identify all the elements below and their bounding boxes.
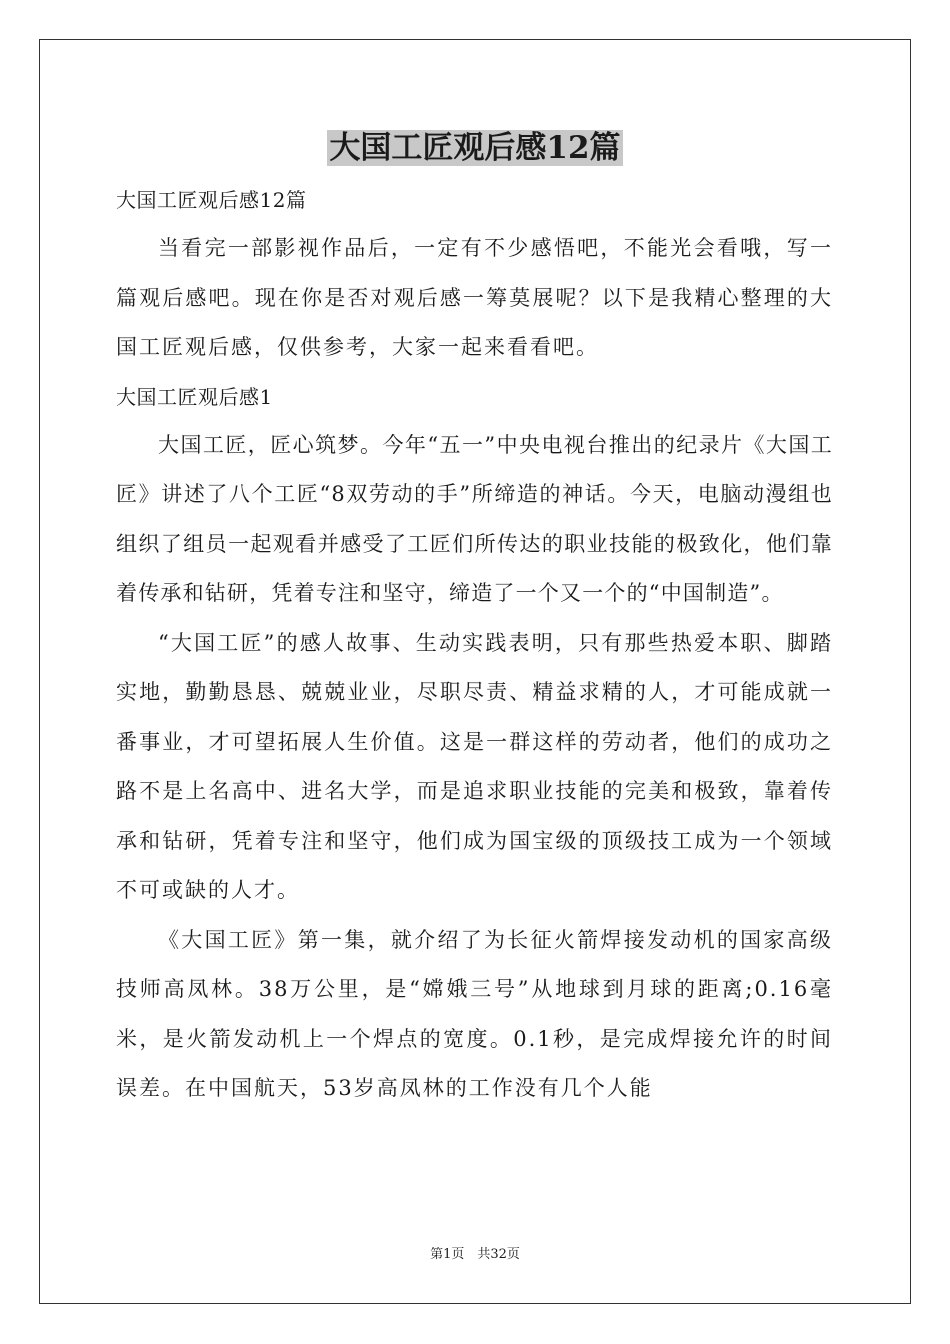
body-paragraph: “大国工匠”的感人故事、生动实践表明，只有那些热爱本职、脚踏实地，勤勤恳恳、兢兢业业，尽职尽责、精益求精的人，才可能成就一番事业，才可望拓展人生价值。这是一群这样的劳动者，他们的成功之路不是上名高中、进名大学，而是追求职业技能的完美和极致，靠着传承和钻研，凭着专注和坚守，他们成为国宝级的顶级技工成为一个领域不可或缺的人才。: [116, 630, 833, 902]
document-title-text: 大国工匠观后感12篇: [329, 130, 621, 166]
body-paragraph: 大国工匠，匠心筑梦。今年“五一”中央电视台推出的纪录片《大国工匠》讲述了八个工匠“8双劳动的手”所缔造的神话。今天，电脑动漫组也组织了组员一起观看并感受了工匠们所传达的职业技能的极致化，他们靠着传承和钻研，凭着专注和坚守，缔造了一个又一个的“中国制造”。: [116, 432, 833, 605]
document-body: [116, 176, 833, 1114]
page-number: 第1页 共32页: [430, 1247, 520, 1262]
page-footer: [0, 1246, 950, 1264]
body-paragraph: 《大国工匠》第一集，就介绍了为长征火箭焊接发动机的国家高级技师高凤林。38万公里，是“嫦娥三号”从地球到月球的距离;0.16毫米，是火箭发动机上一个焊点的宽度。0.1秒，是完成焊接允许的时间误差。在中国航天，53岁高凤林的工作没有几个人能: [116, 927, 833, 1100]
intro-paragraph: 当看完一部影视作品后，一定有不少感悟吧，不能光会看哦，写一篇观后感吧。现在你是否对观后感一筹莫展呢？以下是我精心整理的大国工匠观后感，仅供参考，大家一起来看看吧。: [116, 236, 833, 359]
document-title: [0, 126, 950, 170]
section-heading-1: 大国工匠观后感1: [116, 384, 273, 409]
subtitle-heading: 大国工匠观后感12篇: [116, 188, 307, 212]
